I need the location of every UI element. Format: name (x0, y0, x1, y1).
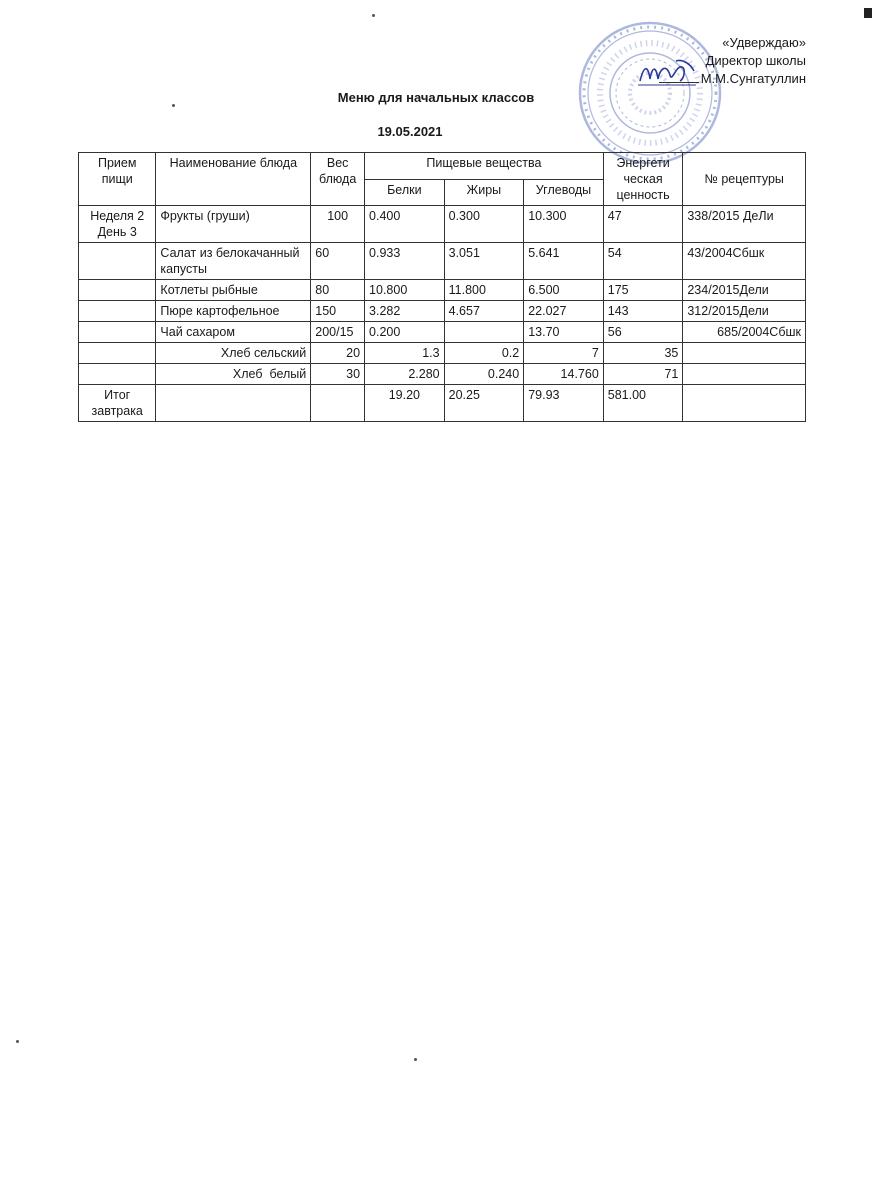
approval-line-approve: «Удверждаю» (722, 35, 806, 50)
cell-fat: 11.800 (444, 280, 524, 301)
cell-carbs: 22.027 (524, 301, 604, 322)
cell-energy: 54 (603, 243, 683, 280)
table-row (79, 343, 806, 364)
director-name: М.М.Сунгатуллин (700, 71, 806, 86)
header-carbs: Углеводы (524, 179, 604, 206)
header-row-top (79, 153, 806, 180)
cell-dish: Хлеб сельский (156, 343, 311, 364)
header-weight: Вес блюда (311, 153, 365, 206)
total-fat: 20.25 (444, 385, 524, 422)
cell-meal (79, 322, 156, 343)
cell-dish: Пюре картофельное (156, 301, 311, 322)
menu-date: 19.05.2021 (377, 124, 443, 139)
cell-carbs: 6.500 (524, 280, 604, 301)
cell-recipe (683, 343, 806, 364)
cell-recipe: 43/2004Сбшк (683, 243, 806, 280)
cell-protein: 3.282 (365, 301, 445, 322)
cell-energy: 35 (603, 343, 683, 364)
cell-carbs: 14.760 (524, 364, 604, 385)
cell-weight: 200/15 (311, 322, 365, 343)
total-dish-empty (156, 385, 311, 422)
cell-protein: 0.933 (365, 243, 445, 280)
table-row (79, 243, 806, 280)
cell-dish: Чай сахаром (156, 322, 311, 343)
table-row (79, 364, 806, 385)
cell-meal (79, 243, 156, 280)
menu-table (78, 152, 806, 422)
cell-dish: Салат из белокачанный капусты (156, 243, 311, 280)
cell-carbs: 13.70 (524, 322, 604, 343)
cell-recipe: 234/2015Дели (683, 280, 806, 301)
header-energy: Энергети ческая ценность (603, 153, 683, 206)
total-label: Итог завтрака (79, 385, 156, 422)
cell-energy: 47 (603, 206, 683, 243)
approval-line-position: Директор школы (705, 53, 806, 68)
header-recipe: № рецептуры (683, 153, 806, 206)
cell-weight: 100 (311, 206, 365, 243)
page-title: Меню для начальных классов (337, 90, 535, 105)
scan-speck (372, 14, 375, 17)
cell-recipe: 312/2015Дели (683, 301, 806, 322)
cell-dish: Фрукты (груши) (156, 206, 311, 243)
cell-protein: 1.3 (365, 343, 445, 364)
cell-recipe: 338/2015 ДеЛи (683, 206, 806, 243)
cell-fat: 0.2 (444, 343, 524, 364)
cell-protein: 10.800 (365, 280, 445, 301)
cell-meal (79, 364, 156, 385)
menu-table-body (79, 206, 806, 422)
total-recipe-empty (683, 385, 806, 422)
cell-recipe: 685/2004Сбшк (683, 322, 806, 343)
scan-edge-mark (864, 8, 872, 18)
header-protein: Белки (365, 179, 445, 206)
cell-carbs: 10.300 (524, 206, 604, 243)
header-dish: Наименование блюда (156, 153, 311, 206)
table-row (79, 280, 806, 301)
cell-energy: 56 (603, 322, 683, 343)
cell-fat: 4.657 (444, 301, 524, 322)
cell-protein: 2.280 (365, 364, 445, 385)
header-nutrients: Пищевые вещества (365, 153, 604, 180)
total-weight-empty (311, 385, 365, 422)
total-protein: 19.20 (365, 385, 445, 422)
cell-meal (79, 301, 156, 322)
total-row (79, 385, 806, 422)
cell-weight: 60 (311, 243, 365, 280)
cell-meal (79, 280, 156, 301)
cell-fat: 0.300 (444, 206, 524, 243)
cell-fat (444, 322, 524, 343)
cell-weight: 80 (311, 280, 365, 301)
cell-dish: Котлеты рыбные (156, 280, 311, 301)
director-signature (636, 55, 698, 89)
cell-carbs: 7 (524, 343, 604, 364)
cell-weight: 30 (311, 364, 365, 385)
cell-weight: 150 (311, 301, 365, 322)
header-fat: Жиры (444, 179, 524, 206)
cell-dish: Хлеб белый (156, 364, 311, 385)
cell-energy: 71 (603, 364, 683, 385)
cell-protein: 0.400 (365, 206, 445, 243)
cell-meal: Неделя 2 День 3 (79, 206, 156, 243)
table-row (79, 206, 806, 243)
cell-carbs: 5.641 (524, 243, 604, 280)
total-energy: 581.00 (603, 385, 683, 422)
cell-meal (79, 343, 156, 364)
total-carbs: 79.93 (524, 385, 604, 422)
header-meal: Прием пищи (79, 153, 156, 206)
scan-speck (16, 1040, 19, 1043)
cell-energy: 143 (603, 301, 683, 322)
scan-speck (414, 1058, 417, 1061)
table-row (79, 322, 806, 343)
cell-fat: 0.240 (444, 364, 524, 385)
table-row (79, 301, 806, 322)
cell-recipe (683, 364, 806, 385)
cell-fat: 3.051 (444, 243, 524, 280)
cell-weight: 20 (311, 343, 365, 364)
cell-protein: 0.200 (365, 322, 445, 343)
cell-energy: 175 (603, 280, 683, 301)
